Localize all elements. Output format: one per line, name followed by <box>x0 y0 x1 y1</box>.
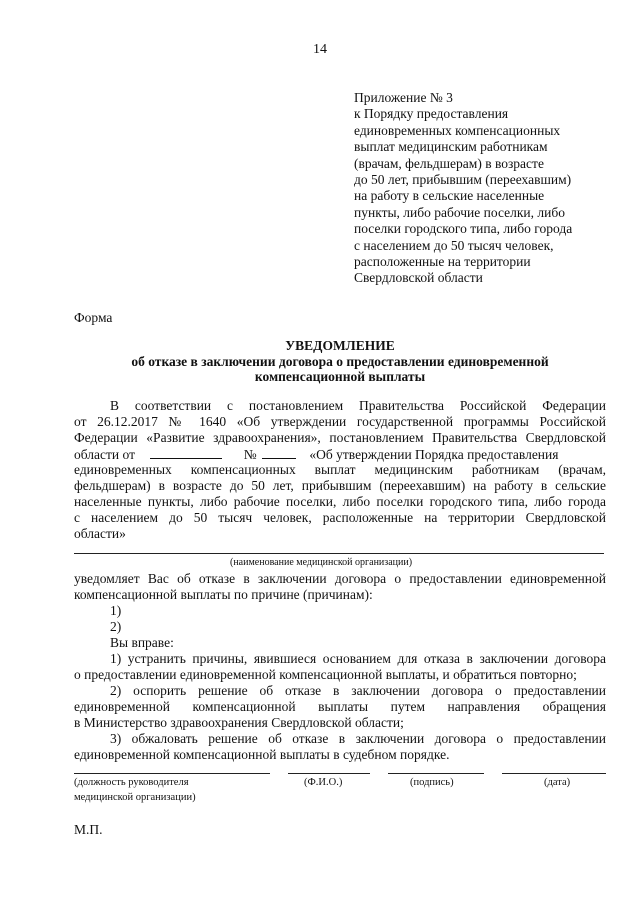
position-line <box>74 773 270 774</box>
rights-line: в Министерство здравоохранения Свердловской области; <box>74 715 404 730</box>
annex-line: на работу в сельские населенные <box>354 188 545 204</box>
annex-line: с населением до 50 тысяч человек, <box>354 237 554 253</box>
intro-line: фельдшерам) в возрасте до 50 лет, прибывшим (переехавшим) на работу в сельские <box>74 478 606 493</box>
position-caption: медицинской организации) <box>74 792 196 803</box>
title-subheading: компенсационной выплаты <box>254 369 426 385</box>
intro-text: «Об утверждении Порядка предоставления <box>309 447 559 462</box>
notify-line: компенсационной выплаты по причине (причинам): <box>74 587 373 602</box>
intro-line-with-blanks <box>74 446 606 463</box>
rights-line: единовременной компенсационной выплаты путем направления обращения <box>74 699 606 714</box>
annex-header <box>354 90 594 287</box>
annex-line: Приложение № 3 <box>354 90 453 105</box>
intro-line: В соответствии с постановлением Правительства Российской Федерации <box>110 398 606 413</box>
annex-line: до 50 лет, прибывшим (переехавшим) <box>354 172 572 188</box>
number-blank <box>262 446 296 459</box>
date-caption: (дата) <box>544 777 571 788</box>
annex-line: поселки городского типа, либо города <box>354 221 573 237</box>
title-heading: УВЕДОМЛЕНИЕ <box>285 338 395 353</box>
intro-line: единовременных компенсационных выплат медицинским работникам (врачам, <box>74 462 606 477</box>
signature-caption: (подпись) <box>410 777 454 788</box>
org-name-line <box>74 553 604 554</box>
reason-item: 2) <box>110 619 122 634</box>
intro-line: с населением до 50 тысяч человек, расположенные на территории Свердловской <box>74 510 606 525</box>
reason-item: 1) <box>110 603 122 618</box>
intro-line: Федерации «Развитие здравоохранения», постановлением Правительства Свердловской <box>74 430 606 445</box>
position-caption: (должность руководителя <box>74 777 189 788</box>
annex-line: расположенные на территории <box>354 254 531 270</box>
intro-line: населенные пункты, либо рабочие поселки, либо поселки городского типа, либо города <box>74 494 606 509</box>
notify-line: уведомляет Вас об отказе в заключении договора о предоставлении единовременной <box>74 571 606 586</box>
annex-line: (врачам, фельдшерам) в возрасте <box>354 155 544 171</box>
rights-line: 1) устранить причины, явившиеся основанием для отказа в заключении договора <box>110 651 606 666</box>
intro-line: от 26.12.2017 № 1640 «Об утверждении государственной программы Российской <box>74 414 606 429</box>
rights-line: 2) оспорить решение об отказе в заключении договора о предоставлении <box>110 683 606 698</box>
rights-line: о предоставлении единовременной компенсационной выплаты, и обратиться повторно; <box>74 667 577 682</box>
org-name-caption: (наименование медицинской организации) <box>230 557 413 568</box>
rights-line: 3) обжаловать решение об отказе в заключении договора о предоставлении <box>110 731 606 746</box>
annex-line: единовременных компенсационных <box>354 122 561 138</box>
title-subheading: об отказе в заключении договора о предоставлении единовременной <box>131 353 549 369</box>
signature-line <box>388 773 484 774</box>
rights-line: единовременной компенсационной выплаты в судебном порядке. <box>74 747 450 762</box>
annex-line: пункты, либо рабочие поселки, либо <box>354 204 565 220</box>
intro-text: № <box>243 447 257 462</box>
annex-line: Свердловской области <box>354 270 483 286</box>
intro-text: области от <box>74 447 135 462</box>
fio-line <box>288 773 370 774</box>
annex-line: к Порядку предоставления <box>354 106 509 122</box>
page-number: 14 <box>313 42 327 57</box>
stamp-place: М.П. <box>74 822 103 837</box>
form-label: Форма <box>74 310 113 325</box>
annex-line: выплат медицинским работникам <box>354 139 548 155</box>
intro-line: области» <box>74 526 126 541</box>
document-title <box>74 338 606 385</box>
date-blank <box>150 446 222 459</box>
date-line <box>502 773 606 774</box>
rights-intro: Вы вправе: <box>110 635 174 650</box>
fio-caption: (Ф.И.О.) <box>304 777 343 788</box>
